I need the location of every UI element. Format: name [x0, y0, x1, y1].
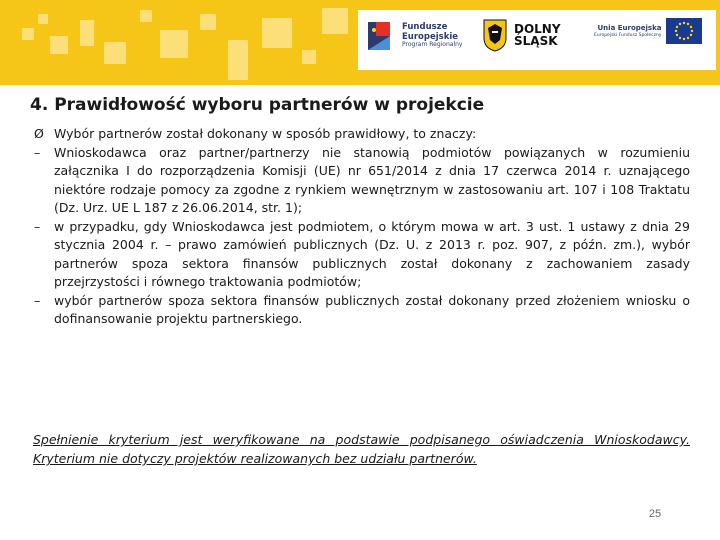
list-item [34, 218, 690, 292]
dash-bullet: – [34, 144, 41, 160]
fundusze-emblem-icon [366, 18, 396, 54]
list-item-text: w przypadku, gdy Wnioskodawca jest podmiotem, o którym mowa w art. 3 ust. 1 ustawy z dnia 29 stycznia 2004 r. – prawo zamówień publicznych (Dz. U. z 2013 r. poz. 907, z późn. zm.), wybór partnerów spoza sektora finansów publicznych został dokonany z zachowaniem zasady przejrzystości i równego traktowania podmiotów; [54, 218, 690, 289]
dolny-slask-line1: DOLNY [514, 22, 561, 36]
verification-note: Spełnienie kryterium jest weryfikowane na podstawie podpisanego oświadczenia Wnioskodawcy. Kryterium nie dotyczy projektów realizowanych bez udziału partnerów. [33, 432, 690, 466]
eu-flag-icon [666, 18, 702, 44]
unia-line2: Europejski Fundusz Społeczny [594, 32, 662, 38]
unia-europejska-logo [594, 18, 702, 44]
unia-line1: Unia Europejska [597, 24, 662, 33]
fundusze-europejskie-logo [366, 18, 462, 54]
decor-square [228, 40, 248, 80]
list-item-text: wybór partnerów spoza sektora finansów publicznych został dokonany przed złożeniem wniosku o dofinansowanie projektu partnerskiego. [54, 292, 690, 326]
header-band [0, 0, 720, 85]
list-item [34, 144, 690, 218]
arrow-bullet-icon: Ø [34, 126, 44, 141]
lead-line [34, 125, 690, 144]
fundusze-line2: Europejskie [402, 31, 459, 42]
decor-square [80, 20, 94, 46]
dolny-slask-logo [482, 18, 561, 52]
page-number: 25 [648, 508, 662, 520]
list-item-text: Wnioskodawca oraz partner/partnerzy nie stanowią podmiotów powiązanych w rozumieniu załącznika I do rozporządzenia Komisji (UE) nr 651/2014 z dnia 17 czerwca 2014 r. uznającego niektóre rodzaje pomocy za zgodne z rynkiem wewnętrznym w zastosowaniu art. 107 i 108 Traktatu (Dz. Urz. UE L 187 z 26.06.2014, str. 1); [54, 144, 690, 215]
criteria-body [34, 125, 690, 329]
list-item [34, 292, 690, 329]
decor-square [50, 36, 68, 54]
decor-square [22, 28, 34, 40]
dash-bullet: – [34, 292, 41, 308]
lead-text: Wybór partnerów został dokonany w sposób prawidłowy, to znaczy: [54, 126, 477, 141]
slide-title: 4. Prawidłowość wyboru partnerów w projekcie [30, 95, 485, 115]
decor-square [38, 14, 48, 24]
logo-strip [358, 10, 716, 70]
fundusze-line3: Program Regionalny [402, 41, 463, 49]
dash-bullet: – [34, 218, 41, 234]
fundusze-line1: Fundusze [402, 22, 448, 33]
decor-square [200, 14, 216, 30]
decor-square [262, 18, 292, 48]
decor-square [160, 30, 188, 58]
decor-square [322, 8, 348, 34]
decor-square [140, 10, 152, 22]
decor-square [104, 42, 126, 64]
eagle-crest-icon [482, 18, 508, 52]
dolny-slask-line2: ŚLĄSK [514, 34, 558, 48]
decor-square [302, 50, 316, 64]
